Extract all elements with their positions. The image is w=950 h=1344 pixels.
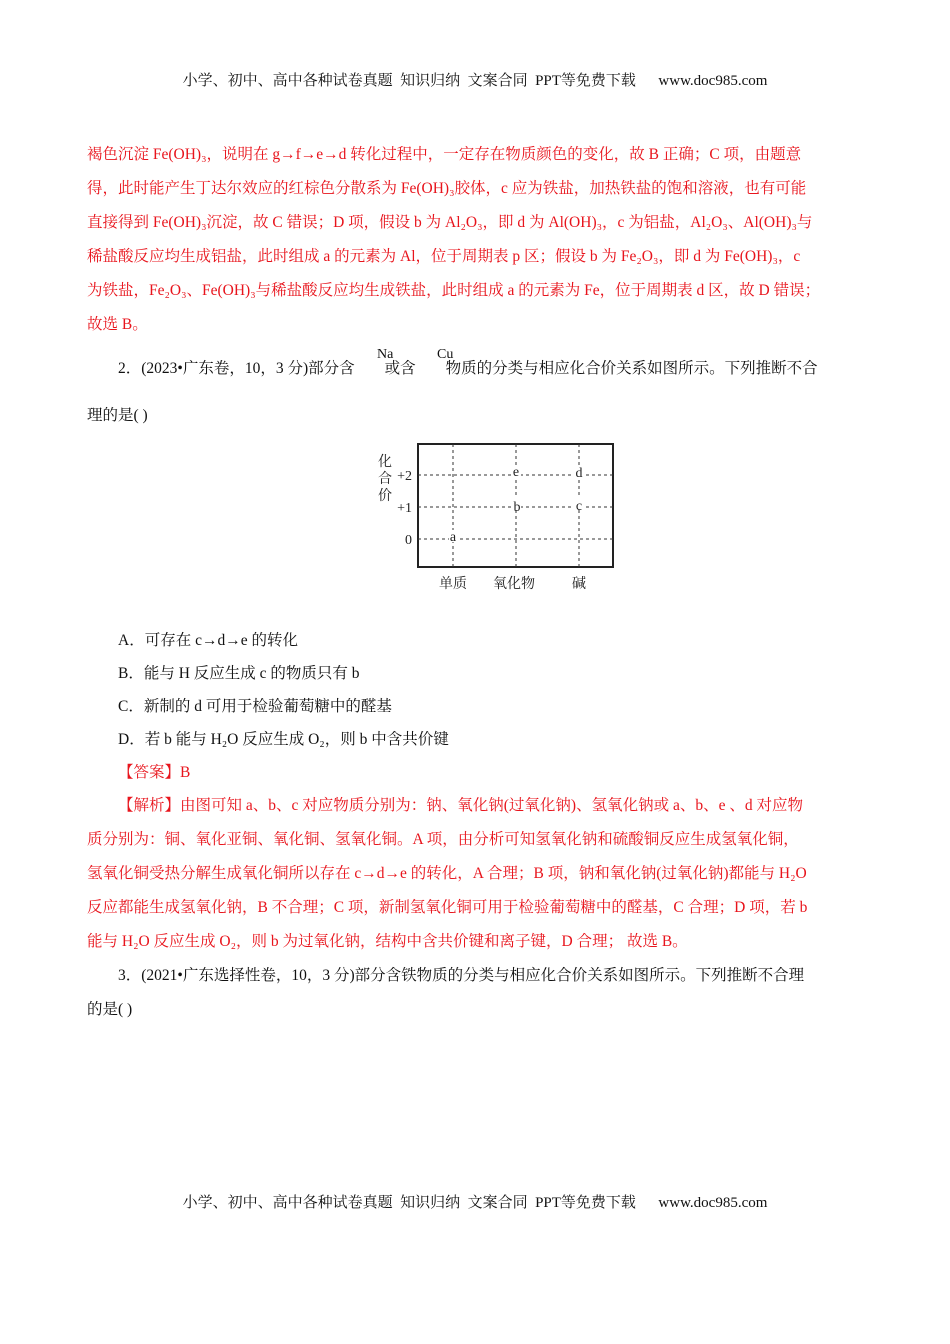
analysis-line: 反应都能生成氢氧化钠，B 不合理；C 项，新制氢氧化铜可用于检验葡萄糖中的醛基，C 合理；D 项，若 b	[87, 899, 808, 916]
analysis-line: 能与 H₂O 反应生成 O₂，则 b 为过氧化钠，结构中含共价键和离子键，D 合理； 故选 B。	[87, 933, 688, 950]
ytick: +1	[397, 501, 412, 516]
xtick: 单质	[439, 577, 467, 592]
option-d: D．若 b 能与 H₂O 反应生成 O₂，则 b 中含共价键	[118, 731, 449, 748]
stem-text: 或含	[384, 360, 416, 377]
point-e: e	[512, 465, 520, 480]
ytick: 0	[405, 533, 412, 548]
page-footer: 小学、初中、高中各种试卷真题 知识归纳 文案合同 PPT等免费下载 www.doc985.com	[182, 1195, 768, 1211]
ylabel-char: 合	[378, 472, 392, 487]
analysis-line: 故选 B。	[87, 316, 148, 333]
option-c: C．新制的 d 可用于检验葡萄糖中的醛基	[118, 698, 392, 715]
ytick: +2	[397, 469, 412, 484]
xtick: 氧化物	[493, 577, 535, 592]
question-3-stem: 3．(2021•广东选择性卷，10，3 分)部分含铁物质的分类与相应化合价关系如图所示。下列推断不合理	[118, 967, 805, 984]
points	[449, 465, 584, 545]
analysis-line: 得，此时能产生丁达尔效应的红棕色分散系为 Fe(OH)₃胶体，c 应为铁盐，加热铁盐的饱和溶液，也有可能	[87, 180, 807, 197]
answer: 【答案】B	[118, 764, 191, 781]
xtick: 碱	[572, 577, 586, 592]
page-header: 小学、初中、高中各种试卷真题 知识归纳 文案合同 PPT等免费下载 www.doc985.com	[182, 73, 768, 89]
sodium-label: Na	[377, 347, 394, 362]
analysis-line: 直接得到 Fe(OH)₃沉淀，故 C 错误；D 项，假设 b 为 Al₂O₃，即 d 为 Al(OH)₃，c 为铝盐，Al₂O₃、Al(OH)₃与	[87, 214, 813, 231]
stem-text: 2．(2023•广东卷，10，3 分)部分含	[118, 360, 355, 377]
analysis-line: 稀盐酸反应均生成铝盐，此时组成 a 的元素为 Al，位于周期表 p 区；假设 b 为 Fe₂O₃，即 d 为 Fe(OH)₃，c	[87, 248, 801, 265]
analysis-line: 为铁盐，Fe₂O₃、Fe(OH)₃与稀盐酸反应均生成铁盐，此时组成 a 的元素为 Fe，位于周期表 d 区，故 D 错误；	[87, 282, 821, 299]
point-a: a	[449, 530, 457, 545]
point-d: d	[575, 466, 583, 481]
point-c: c	[575, 499, 583, 514]
stem-text: 物质的分类与相应化合价关系如图所示。下列推断不合	[445, 360, 818, 377]
option-b: B．能与 H 反应生成 c 的物质只有 b	[118, 665, 360, 682]
option-a: A．可存在 c→d→e 的转化	[118, 632, 298, 649]
ylabel-char: 化	[378, 455, 392, 470]
point-b: b	[513, 500, 521, 515]
valence-diagram	[360, 435, 630, 600]
analysis-line: 质分别为：铜、氧化亚铜、氧化铜、氢氧化铜。A 项，由分析可知氢氧化钠和硫酸铜反应生成氢氧化铜，	[87, 831, 799, 848]
question-2-stem	[118, 359, 818, 379]
analysis-line: 【解析】由图可知 a、b、c 对应物质分别为：钠、氧化钠(过氧化钠)、氢氧化钠或 a、b、e 、d 对应物	[118, 797, 803, 814]
question-2-stem-line2: 理的是( )	[87, 407, 148, 424]
copper-label: Cu	[437, 347, 454, 362]
ylabel-char: 价	[378, 489, 392, 504]
analysis-line: 褐色沉淀 Fe(OH)₃，说明在 g→f→e→d 转化过程中，一定存在物质颜色的变化，故 B 正确；C 项，由题意	[87, 146, 802, 163]
question-3-stem-line2: 的是( )	[87, 1001, 133, 1018]
analysis-line: 氢氧化铜受热分解生成氧化铜所以存在 c→d→e 的转化，A 合理；B 项，钠和氧化钠(过氧化钠)都能与 H₂O	[87, 865, 807, 882]
